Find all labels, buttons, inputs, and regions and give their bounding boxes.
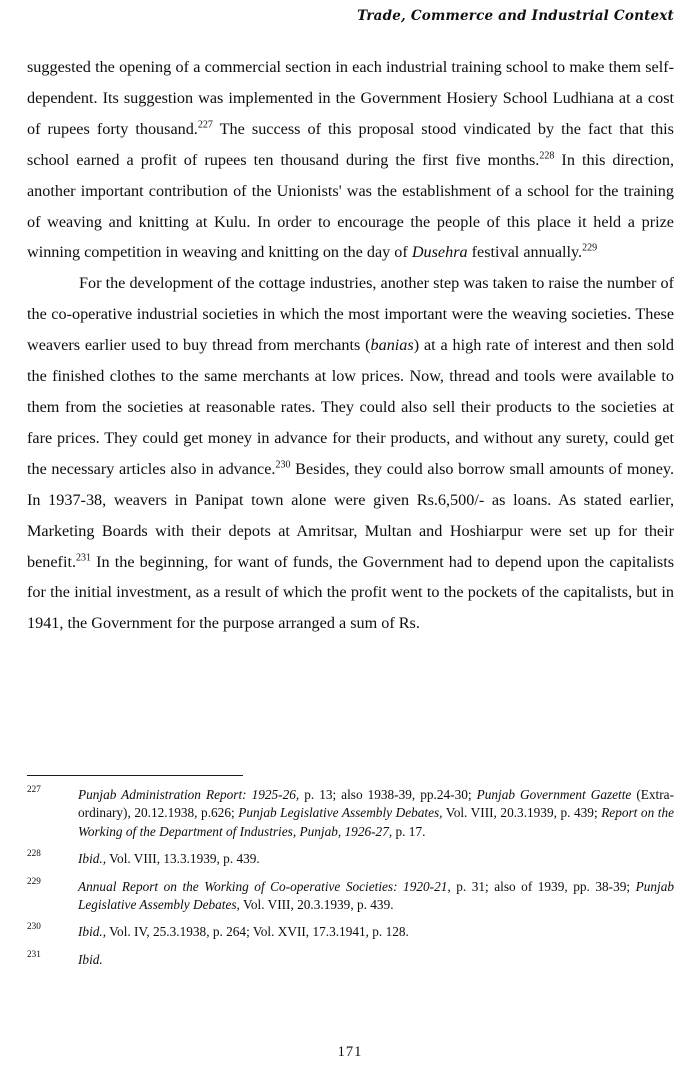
footnote-number: 229 [27, 875, 41, 886]
footnote-entry [27, 875, 674, 915]
footnote-entry [27, 786, 674, 841]
footnote-entry [27, 850, 674, 868]
footnote-entry [27, 923, 674, 941]
footnote-separator-rule [27, 775, 243, 776]
page-number: 171 [337, 1044, 363, 1060]
footnote-area [27, 775, 674, 969]
footnote-text: Punjab Administration Report: 1925-26, p. 13; also 1938-39, pp.24-30; Punjab Government Gazette (Extra-ordinary), 20.12.1938, p.626; Punjab Legislative Assembly Debates, Vol. VIII, 20.3.1939, p. 439; Report on the Working of the Department of Industries, Punjab, 1926-27, p. 17. [78, 787, 675, 839]
footnote-entry [27, 948, 674, 969]
footnote-number: 231 [27, 948, 41, 959]
running-header: Trade, Commerce and Industrial Context [357, 8, 674, 24]
footnote-text: Ibid., Vol. IV, 25.3.1938, p. 264; Vol. XVII, 17.3.1941, p. 128. [78, 924, 409, 940]
body-paragraph: For the development of the cottage industries, another step was taken to raise the number of the co-operative industrial societies in which the most important were the weaving societies. These weavers earlier used to buy thread from merchants (banias) at a high rate of interest and then sold the finished clothes to the same merchants at low prices. Now, thread and tools were available to them from the societies at reasonable rates. They could also sell their products to the societies at fare prices. They could get money in advance for their products, and without any surety, could get the necessary articles also in advance.$^{230}$ Besides, they could also borrow small amounts of money. In 1937-38, weavers in Panipat town alone were given Rs.6,500/- as loans. As stated earlier, Marketing Boards with their depots at Amritsar, Multan and Hoshiarpur were set up for their benefit.$^{231}$ In the beginning, for want of funds, the Government had to depend upon the capitalists for the initial investment, as a result of which the profit went to the pockets of the capitalists, but in 1941, the Government for the purpose arranged a sum of Rs. [27, 274, 674, 633]
footnote-number: 228 [27, 848, 41, 859]
footnote-text: Ibid., Vol. VIII, 13.3.1939, p. 439. [78, 851, 260, 867]
footnote-text: Annual Report on the Working of Co-operative Societies: 1920-21, p. 31; also of 1939, pp. 38-39; Punjab Legislative Assembly Debates, Vol. VIII, 20.3.1939, p. 439. [78, 878, 674, 913]
footnote-number: 230 [27, 921, 41, 932]
body-text-block [27, 52, 674, 639]
body-paragraph: suggested the opening of a commercial section in each industrial training school to make them self-dependent. Its suggestion was implemented in the Government Hosiery School Ludhiana at a cost of rupees forty thousand.$^{227}$ The success of this proposal stood vindicated by the fact that this school earned a profit of rupees ten thousand during the first five months.$^{228}$ In this direction, another important contribution of the Unionists' was the establishment of a school for the training of weaving and knitting at Kulu. In order to encourage the people of this place it held a prize winning competition in weaving and knitting on the day of Dusehra festival annually.$^{229}$ [27, 58, 675, 262]
footnote-text: Ibid. [78, 951, 103, 967]
footnote-number: 227 [27, 784, 41, 794]
